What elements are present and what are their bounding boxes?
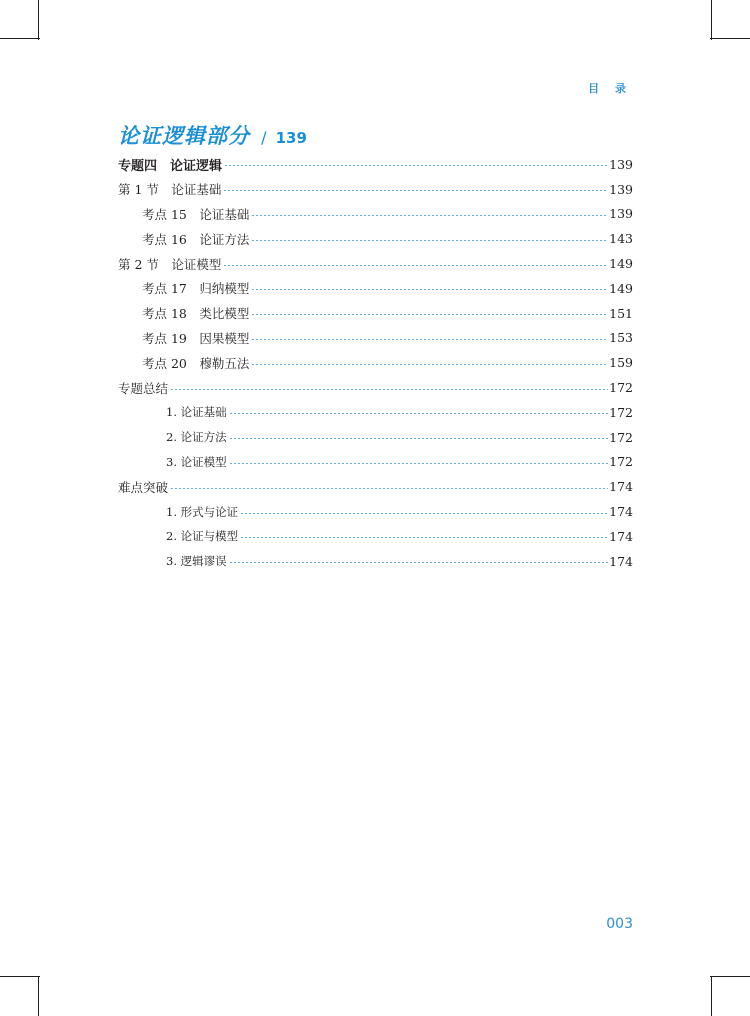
toc-entry-page: 149 xyxy=(609,256,633,272)
toc-entry[interactable] xyxy=(118,202,633,227)
toc-entry[interactable] xyxy=(118,301,633,326)
toc-entry[interactable] xyxy=(118,350,633,375)
dot-leader xyxy=(229,413,609,414)
crop-mark xyxy=(0,976,40,977)
part-heading xyxy=(118,120,307,150)
dot-leader xyxy=(251,364,608,365)
toc-entry-page: 174 xyxy=(609,553,633,569)
toc-entry[interactable] xyxy=(118,450,633,475)
toc-entry[interactable] xyxy=(118,549,633,574)
dot-leader xyxy=(251,289,608,290)
toc-entry-label: 考点 18 类比模型 xyxy=(118,304,250,322)
toc-entry[interactable] xyxy=(118,276,633,301)
toc-entry[interactable] xyxy=(118,375,633,400)
toc-entry-label: 3. 逻辑谬误 xyxy=(118,553,228,569)
toc-entry[interactable] xyxy=(118,524,633,549)
toc-entry-page: 172 xyxy=(609,429,633,445)
toc-entry-label: 考点 17 归纳模型 xyxy=(118,279,250,297)
toc-entry-page: 151 xyxy=(609,305,633,321)
toc-entry-label: 第 2 节 论证模型 xyxy=(118,256,222,272)
dot-leader xyxy=(223,265,608,266)
dot-leader xyxy=(170,488,608,489)
toc-entry-label: 考点 19 因果模型 xyxy=(118,329,250,347)
toc-entry-page: 139 xyxy=(609,156,633,172)
toc-entry-page: 172 xyxy=(609,404,633,420)
toc-entry-page: 172 xyxy=(609,454,633,470)
toc-entry[interactable] xyxy=(118,251,633,276)
toc-entry-label: 2. 论证与模型 xyxy=(118,528,239,544)
crop-mark xyxy=(710,976,750,977)
crop-mark xyxy=(710,38,750,39)
toc-entry-page: 139 xyxy=(609,181,633,197)
toc-entry-label: 第 1 节 论证基础 xyxy=(118,182,222,198)
dot-leader xyxy=(251,314,608,315)
toc-entry-label: 1. 形式与论证 xyxy=(118,504,239,520)
toc-entry-page: 159 xyxy=(609,355,633,371)
toc-entry[interactable] xyxy=(118,152,633,177)
toc-entry-label: 考点 16 论证方法 xyxy=(118,230,250,248)
dot-leader xyxy=(229,562,609,563)
toc-entry-page: 174 xyxy=(609,528,633,544)
toc-entry-page: 172 xyxy=(609,380,633,396)
toc-entry[interactable] xyxy=(118,425,633,450)
page-number: 003 xyxy=(606,916,633,932)
dot-leader xyxy=(251,240,608,241)
dot-leader xyxy=(170,389,608,390)
toc-entry-label: 2. 论证方法 xyxy=(118,429,228,445)
crop-mark xyxy=(38,0,39,40)
toc-entry[interactable] xyxy=(118,499,633,524)
toc-entry[interactable] xyxy=(118,326,633,351)
crop-mark xyxy=(711,976,712,1016)
toc-entry-page: 174 xyxy=(609,504,633,520)
dot-leader xyxy=(240,537,608,538)
toc-entry-page: 149 xyxy=(609,280,633,296)
toc-entry[interactable] xyxy=(118,400,633,425)
toc-entry-label: 考点 15 论证基础 xyxy=(118,205,250,223)
toc-entry-page: 139 xyxy=(609,206,633,222)
dot-leader xyxy=(229,438,609,439)
dot-leader xyxy=(240,513,608,514)
toc-entry-label: 1. 论证基础 xyxy=(118,404,228,420)
dot-leader xyxy=(229,463,609,464)
dot-leader xyxy=(224,165,608,166)
crop-mark xyxy=(711,0,712,40)
toc-entry-label: 专题四 论证逻辑 xyxy=(118,155,223,174)
part-page: 139 xyxy=(275,129,307,147)
running-header: 目 录 xyxy=(588,82,632,95)
dot-leader xyxy=(251,215,608,216)
toc-entry-label: 考点 20 穆勒五法 xyxy=(118,354,250,372)
toc-entry-page: 153 xyxy=(609,330,633,346)
crop-mark xyxy=(38,976,39,1016)
crop-mark xyxy=(0,38,40,39)
toc-entry-label: 难点突破 xyxy=(118,479,169,495)
toc-entry-page: 143 xyxy=(609,231,633,247)
dot-leader xyxy=(223,190,608,191)
toc-entry-page: 174 xyxy=(609,479,633,495)
part-title: 论证逻辑部分 xyxy=(118,124,250,148)
toc-entry-label: 3. 论证模型 xyxy=(118,454,228,470)
toc-entry[interactable] xyxy=(118,474,633,499)
toc-entry[interactable] xyxy=(118,177,633,202)
dot-leader xyxy=(251,339,608,340)
toc-entry-label: 专题总结 xyxy=(118,380,169,396)
toc-entry[interactable] xyxy=(118,226,633,251)
table-of-contents xyxy=(118,152,633,574)
part-separator: / xyxy=(261,128,267,147)
